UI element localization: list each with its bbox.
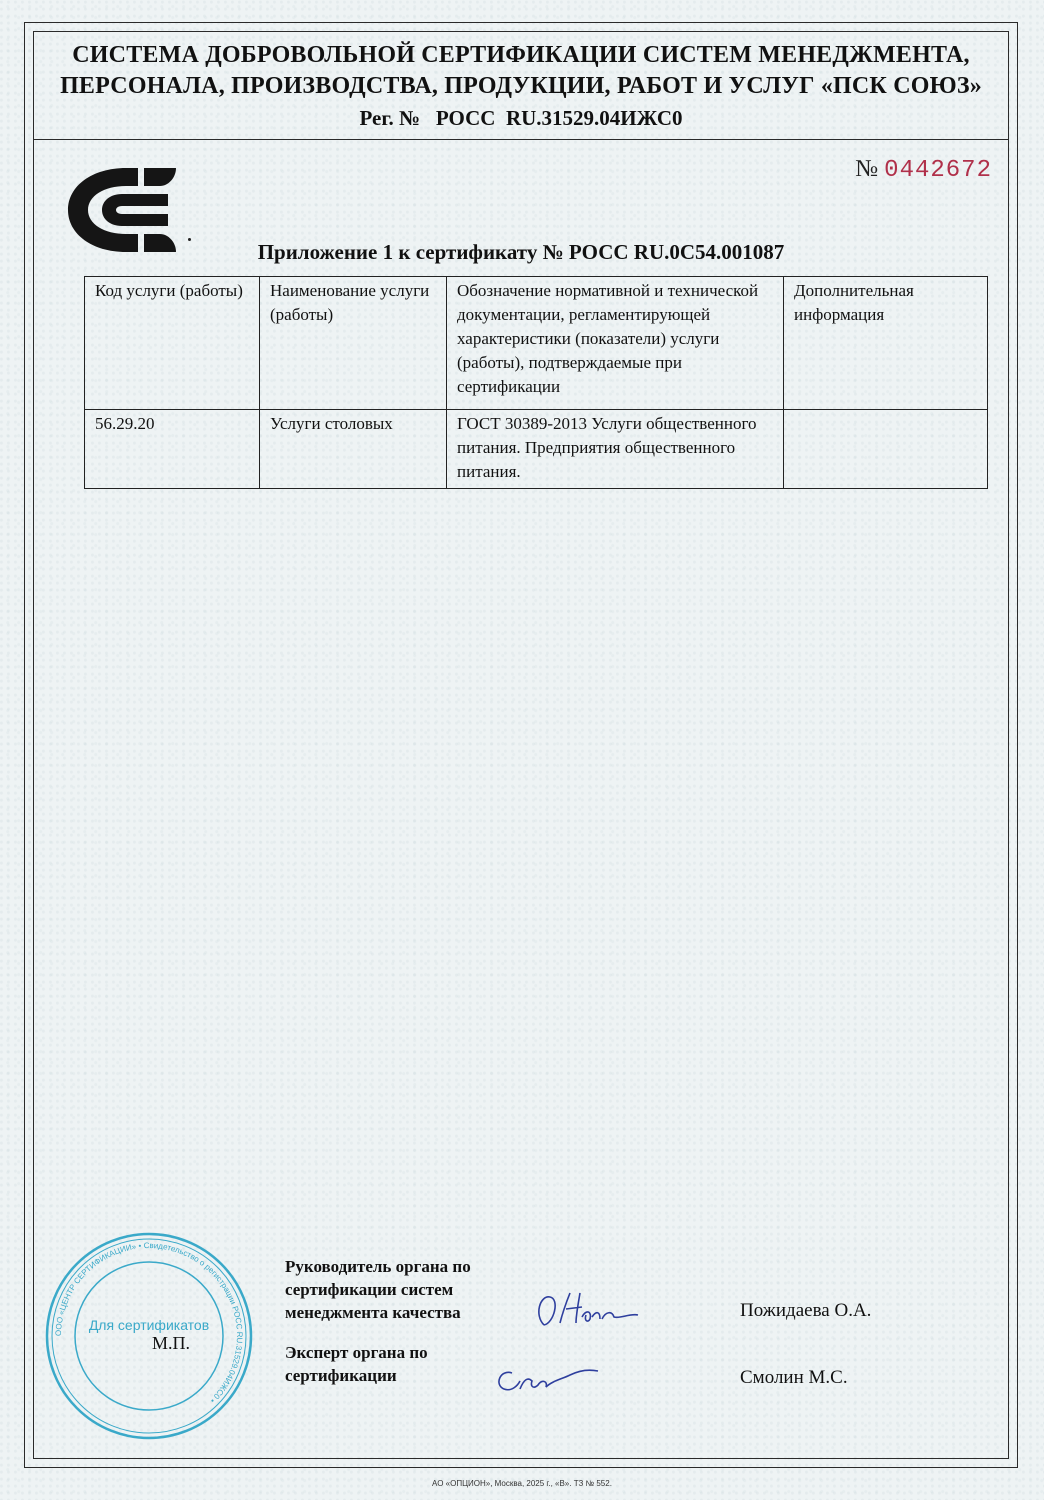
printer-footer: АО «ОПЦИОН», Москва, 2025 г., «В». ТЗ № 552. — [432, 1479, 612, 1488]
registration-number: Рег. № РОСС RU.31529.04ИЖС0 — [359, 106, 683, 130]
header-info: Дополнительная информация — [784, 277, 988, 410]
header-line-2: ПЕРСОНАЛА, ПРОИЗВОДСТВА, ПРОДУКЦИИ, РАБОТ И УСЛУГ «ПСК СОЮЗ» — [60, 73, 982, 99]
expert-signature — [490, 1355, 600, 1400]
header-divider — [33, 139, 1009, 140]
seal-place-label: М.П. — [152, 1333, 191, 1353]
certificate-number — [855, 154, 992, 186]
appendix-title: Приложение 1 к сертификату № РОСС RU.0C54.001087 — [257, 240, 785, 264]
cell-name: Услуги столовых — [260, 410, 447, 489]
cell-info — [784, 410, 988, 489]
head-signature — [530, 1285, 640, 1335]
header-line-1: СИСТЕМА ДОБРОВОЛЬНОЙ СЕРТИФИКАЦИИ СИСТЕМ МЕНЕДЖМЕНТА, — [72, 42, 970, 68]
head-of-body-title: Руководитель органа по сертификации систем менеджмента качества — [285, 1257, 471, 1322]
expert-title: Эксперт органа по сертификации — [285, 1343, 428, 1385]
stamp-center-text: Для сертификатов — [88, 1317, 210, 1333]
header-doc: Обозначение нормативной и технической документации, регламентирующей характеристики (показатели) услуги (работы), подтверждаемые при сертификации — [447, 277, 784, 410]
table-header-row — [85, 277, 988, 410]
cell-code: 56.29.20 — [85, 410, 260, 489]
header-code: Код услуги (работы) — [85, 277, 260, 410]
services-table — [84, 276, 988, 489]
header-name: Наименование услуги (работы) — [260, 277, 447, 410]
cell-doc: ГОСТ 30389-2013 Услуги общественного питания. Предприятия общественного питания. — [447, 410, 784, 489]
head-name: Пожидаева О.А. — [740, 1300, 872, 1321]
round-stamp — [43, 1230, 255, 1442]
certificate-serial: 0442672 — [884, 157, 992, 184]
number-sign: № — [855, 156, 879, 182]
expert-name: Смолин М.С. — [740, 1367, 848, 1388]
stamp-ring-text: ООО «ЦЕНТР СЕРТИФИКАЦИИ» • Свидетельство о регистрации РОСС RU.31529.04ИЖС0 • — [53, 1240, 245, 1405]
table-row — [85, 410, 988, 489]
